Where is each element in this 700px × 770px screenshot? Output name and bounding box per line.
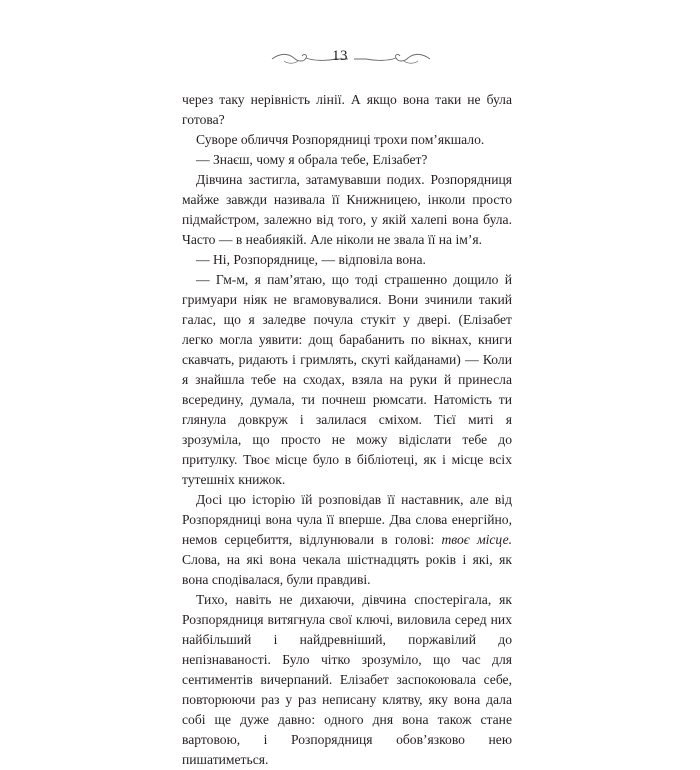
page-number: 13: [332, 48, 348, 64]
paragraph: [182, 490, 512, 590]
paragraph: Тихо, навіть не дихаючи, дівчина спостерігала, як Розпорядниця витягнула свої ключі, виловила серед них найбільший і найдревніший, поржавілий до непізнаваності. Було чітко зрозуміло, що час для сентиментів вичерпаний. Елізабет заспокоювала себе, повторюючи раз у раз неписану клятву, яку вона дала собі ще дуже давно: одного дня вона також стане вартовою, і Розпорядниця обов’язково нею пишатиметься.: [182, 592, 512, 767]
paragraph: — Гм-м, я пам’ятаю, що тоді страшенно дощило й гримуари ніяк не вгамовувалися. Вони зчинили такий галас, що я заледве почула стукіт у двері. (Елізабет легко могла уявити: дощ барабанить по вікнах, книги скавчать, ридають і гримлять, скуті кайданами) — Коли я знайшла тебе на сходах, взяла на руки й принесла всередину, думала, ти почнеш рюмсати. Натомість ти глянула довкруж і залилася сміхом. Тієї миті я зрозуміла, що просто не можу відіслати тебе до притулку. Твоє місце було в бібліотеці, як і місце всіх тутешніх книжок.: [182, 272, 512, 487]
paragraph: Суворе обличчя Розпорядниці трохи пом’якшало.: [196, 132, 485, 147]
emphasis-text: твоє місце.: [441, 532, 512, 547]
page-header: [0, 44, 700, 74]
right-flourish-ornament: [352, 50, 432, 68]
paragraph: — Ні, Розпоряднице, — відповіла вона.: [196, 252, 426, 267]
paragraph: Дівчина застигла, затамувавши подих. Розпорядниця майже завжди називала її Книжницею, інколи просто підмайстром, залежно від того, у якій халепі вона була. Часто — в неабиякій. Але ніколи не звала її на ім’я.: [182, 172, 512, 247]
body-text: [182, 90, 512, 770]
paragraph-text: Слова, на які вона чекала шістнадцять років і які, як вона сподівалася, були правдиві.: [182, 552, 512, 587]
paragraph: — Знаєш, чому я обрала тебе, Елізабет?: [196, 152, 428, 167]
paragraph-text: Досі цю історію їй розповідав її наставник, але від Розпорядниці вона чула її вперше. Два слова енергійно, немов серцебиття, відлунювали в голові:: [182, 492, 512, 547]
paragraph: через таку нерівність лінії. А якщо вона таки не була готова?: [182, 92, 512, 127]
